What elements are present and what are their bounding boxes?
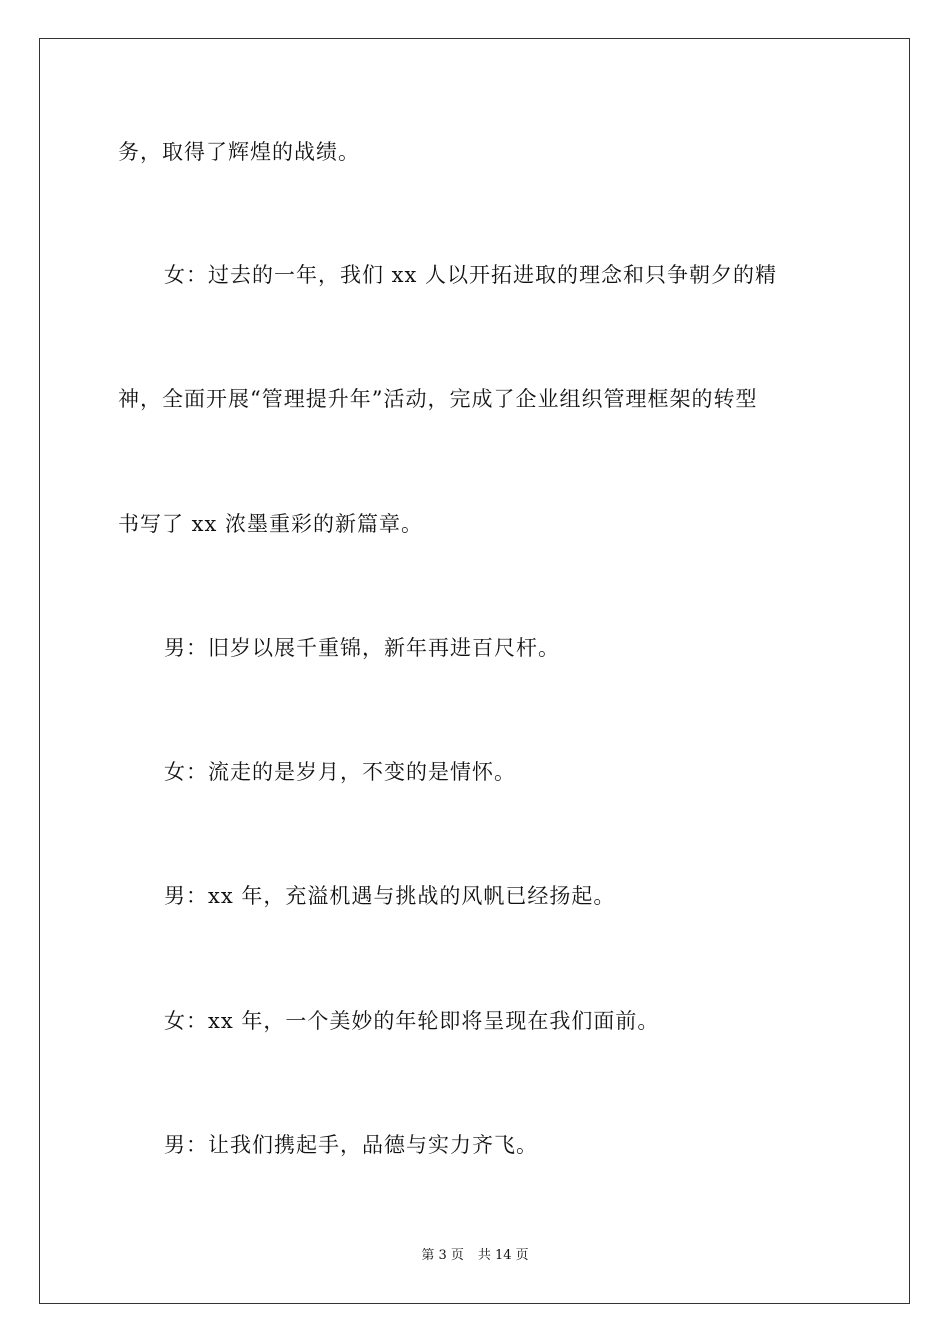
page-footer	[0, 1247, 950, 1265]
text-line: 书写了 xx 浓墨重彩的新篇章。	[118, 512, 424, 536]
text-line: 女：流走的是岁月，不变的是情怀。	[164, 760, 516, 784]
page-number: 第 3 页	[421, 1248, 464, 1263]
page-frame	[39, 38, 910, 1304]
text-line: 男：旧岁以展千重锦，新年再进百尺杆。	[164, 636, 560, 660]
total-pages: 共 14 页	[477, 1248, 529, 1263]
text-line: 男：让我们携起手，品德与实力齐飞。	[164, 1133, 538, 1157]
text-line: 女：xx 年，一个美妙的年轮即将呈现在我们面前。	[164, 1009, 660, 1033]
text-line: 神，全面开展“管理提升年”活动，完成了企业组织管理框架的转型	[118, 387, 758, 411]
text-line: 男：xx 年，充溢机遇与挑战的风帆已经扬起。	[164, 884, 616, 908]
text-line: 女：过去的一年，我们 xx 人以开拓进取的理念和只争朝夕的精	[164, 263, 778, 287]
text-line: 务，取得了辉煌的战绩。	[118, 140, 360, 164]
